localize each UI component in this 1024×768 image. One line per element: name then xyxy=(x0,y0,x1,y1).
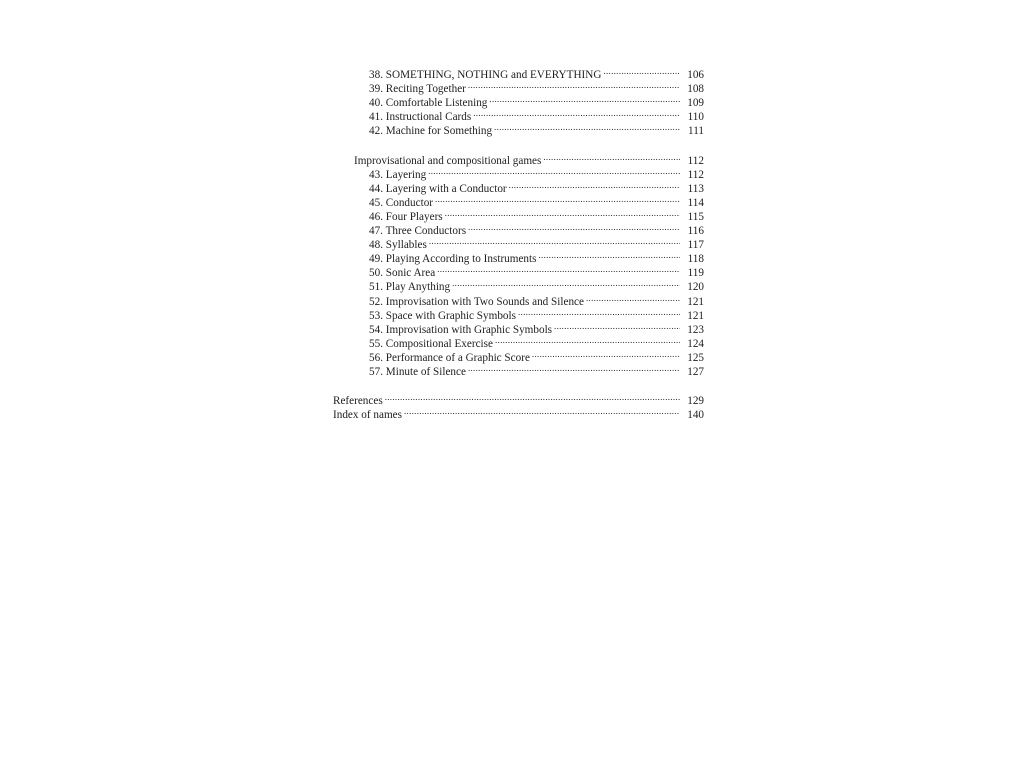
table-of-contents xyxy=(333,64,704,422)
toc-entry-page: 127 xyxy=(687,365,704,378)
toc-entry-label: 46. Four Players xyxy=(369,210,443,223)
dot-leader xyxy=(494,120,680,134)
toc-entry-page: 117 xyxy=(687,239,704,252)
toc-entry-label: 38. SOMETHING, NOTHING and EVERYTHING xyxy=(369,69,602,82)
toc-entry-label: 52. Improvisation with Two Sounds and Silence xyxy=(369,295,584,308)
toc-entry-label: 55. Compositional Exercise xyxy=(369,337,493,350)
toc-entry-page: 112 xyxy=(687,168,704,181)
toc-entry-page: 140 xyxy=(687,409,704,422)
toc-entry-page: 118 xyxy=(687,253,704,266)
toc-entry-page: 108 xyxy=(687,83,704,96)
dot-leader xyxy=(428,164,680,178)
dot-leader xyxy=(543,149,680,163)
dot-leader xyxy=(468,220,680,234)
dot-leader xyxy=(554,319,680,333)
toc-entry-index[interactable] xyxy=(333,404,704,422)
toc-entry-label: 56. Performance of a Graphic Score xyxy=(369,351,530,364)
dot-leader xyxy=(404,404,680,418)
dot-leader xyxy=(586,290,680,304)
toc-entry-page: 106 xyxy=(687,69,704,82)
toc-entry-label: 39. Reciting Together xyxy=(369,83,466,96)
toc-entry-label: 54. Improvisation with Graphic Symbols xyxy=(369,323,553,336)
dot-leader xyxy=(538,248,680,262)
dot-leader xyxy=(509,178,680,192)
dot-leader xyxy=(518,305,680,319)
toc-entry-page: 113 xyxy=(687,182,704,195)
dot-leader xyxy=(489,92,680,106)
toc-entry-page: 111 xyxy=(688,125,704,138)
toc-entry-references[interactable] xyxy=(333,390,704,408)
dot-leader xyxy=(437,262,680,276)
dot-leader xyxy=(445,206,680,220)
toc-entry-page: 114 xyxy=(687,196,704,209)
dot-leader xyxy=(385,390,680,404)
toc-entry-page: 123 xyxy=(687,323,704,336)
toc-entry-label: 57. Minute of Silence xyxy=(369,365,466,378)
dot-leader xyxy=(495,333,680,347)
toc-entry-page: 125 xyxy=(687,351,704,364)
dot-leader xyxy=(468,78,680,92)
toc-entry-page: 129 xyxy=(687,395,704,408)
toc-entry-label: 41. Instructional Cards xyxy=(369,111,472,124)
toc-entry-page: 120 xyxy=(687,281,704,294)
toc-entry-label: 49. Playing According to Instruments xyxy=(369,253,537,266)
toc-entry-page: 119 xyxy=(687,267,704,280)
toc-section-page: 112 xyxy=(687,154,704,167)
toc-entry-page: 124 xyxy=(687,337,704,350)
toc-section-label: Improvisational and compositional games xyxy=(354,154,542,167)
toc-entry-label: 42. Machine for Something xyxy=(369,125,493,138)
toc-entry-label: Index of names xyxy=(333,409,402,422)
toc-entry-page: 110 xyxy=(687,111,704,124)
toc-entry-label: 53. Space with Graphic Symbols xyxy=(369,309,516,322)
dot-leader xyxy=(452,276,680,290)
dot-leader xyxy=(473,106,680,120)
dot-leader xyxy=(429,234,680,248)
toc-entry-label: 47. Three Conductors xyxy=(369,225,467,238)
toc-entry-label: 44. Layering with a Conductor xyxy=(369,182,507,195)
dot-leader xyxy=(603,64,680,78)
toc-entry-label: 40. Comfortable Listening xyxy=(369,97,488,110)
toc-entry-label: 43. Layering xyxy=(369,168,427,181)
toc-entry-page: 109 xyxy=(687,97,704,110)
toc-entry-label: References xyxy=(333,395,383,408)
toc-entry-label: 48. Syllables xyxy=(369,239,427,252)
toc-entry-label: 45. Conductor xyxy=(369,196,434,209)
dot-leader xyxy=(468,361,680,375)
toc-section-heading[interactable] xyxy=(333,149,704,167)
toc-entry-label: 51. Play Anything xyxy=(369,281,451,294)
dot-leader xyxy=(532,347,680,361)
toc-entry[interactable] xyxy=(333,64,704,82)
dot-leader xyxy=(435,192,680,206)
toc-entry-page: 116 xyxy=(687,225,704,238)
toc-entry-page: 121 xyxy=(687,309,704,322)
toc-entry-page: 121 xyxy=(687,295,704,308)
toc-entry-label: 50. Sonic Area xyxy=(369,267,436,280)
toc-entry-page: 115 xyxy=(687,210,704,223)
